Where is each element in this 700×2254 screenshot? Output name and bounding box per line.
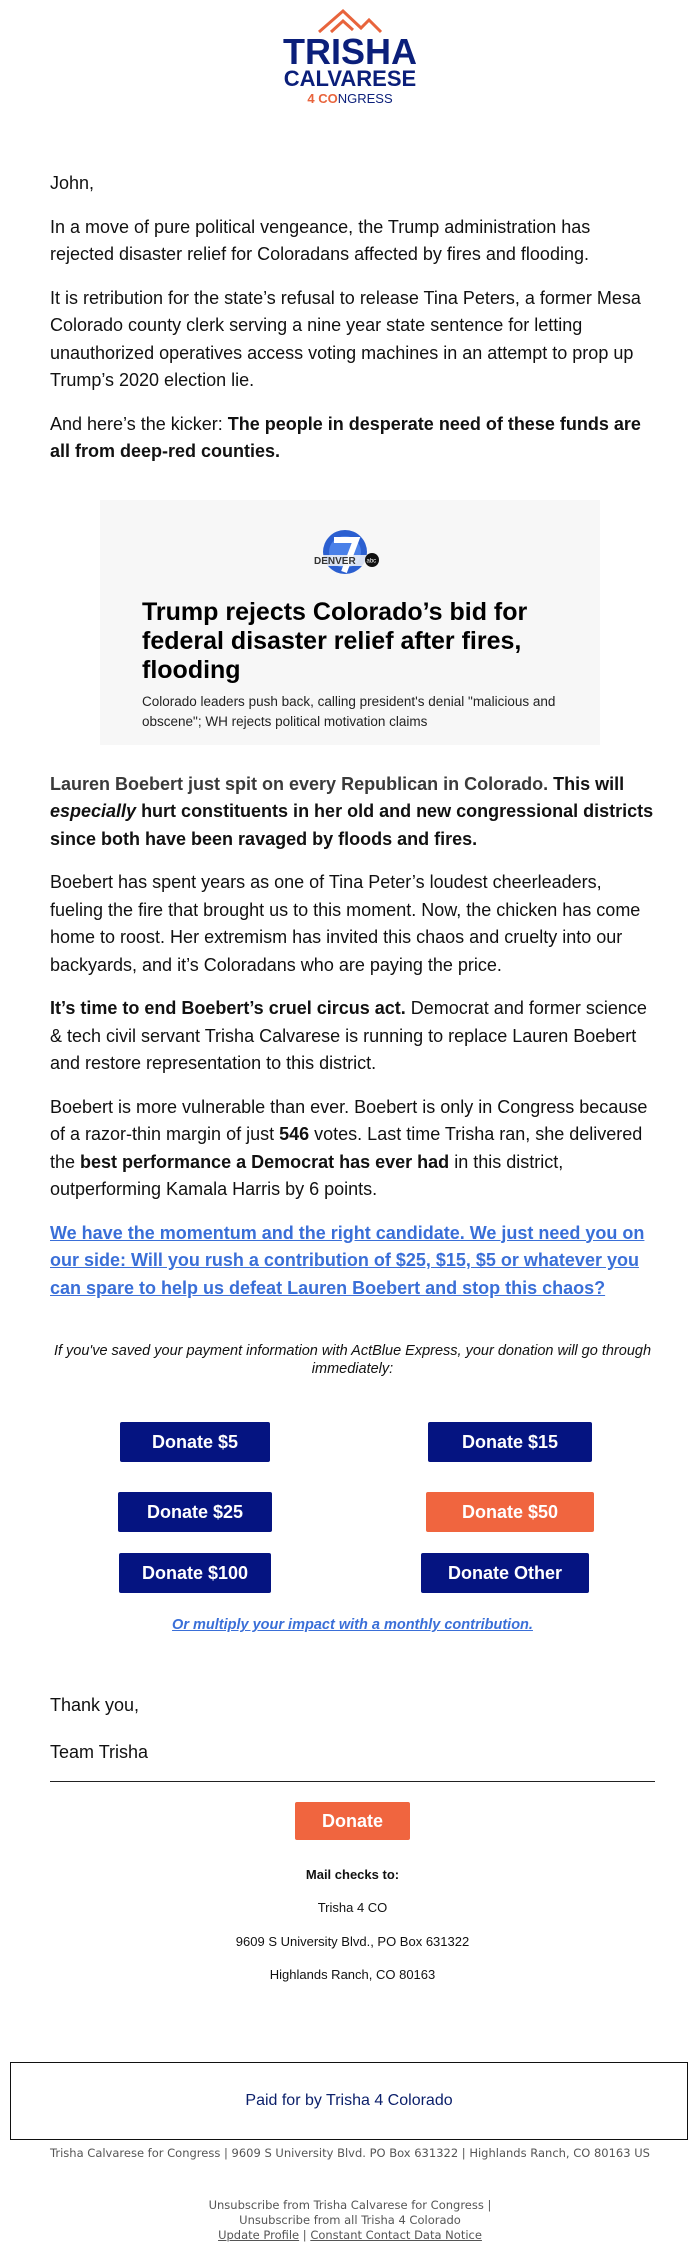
denver7-logo: [310, 528, 380, 578]
paragraph: [50, 1094, 655, 1204]
bold-text: 546: [279, 1124, 310, 1144]
bold-text: It’s time to end Boebert’s cruel circus act.: [50, 998, 406, 1018]
donate-button-grid: [50, 1378, 655, 1618]
cta-link[interactable]: We have the momentum and the right candidate. We just need you on our side: Will you rush a contribution of $25, $15, $5 or whatever you can spare to help us defeat Lauren Boebert and stop this chaos?: [50, 1222, 645, 1298]
greeting: John,: [50, 173, 95, 193]
text: in this district, outperforming Kamala Harris by 6 points.: [50, 1151, 564, 1199]
bold-text: The people in desperate need of these funds are all from deep-red counties.: [50, 413, 641, 461]
paragraph: It is retribution for the state’s refusal to release Tina Peters, a former Mesa Colorado county clerk serving a nine year state sentence for letting unauthorized operatives access voting machines in an attempt to prop up Trump’s 2020 election lie.: [50, 287, 641, 390]
donate-button[interactable]: Donate: [295, 1802, 410, 1840]
paid-for-disclaimer: Paid for by Trisha 4 Colorado: [10, 2062, 688, 2140]
mail-checks-block: [50, 1866, 655, 1985]
paragraph: Boebert has spent years as one of Tina Peter’s loudest cheerleaders, fueling the fire that brought us to this moment. Now, the chicken has come home to roost. Her extremism has invited this chaos and cruelty into our backyards, and it’s Coloradans who are paying the price.: [50, 872, 641, 975]
logo-surname: CALVARESE: [283, 66, 417, 91]
donate-50-button[interactable]: Donate $50: [426, 1492, 594, 1532]
unsubscribe-all-link[interactable]: Unsubscribe from all Trisha 4 Colorado: [239, 2213, 461, 2227]
text: Lauren Boebert just spit on every Republican in Colorado.: [50, 773, 549, 794]
actblue-note: If you've saved your payment information with ActBlue Express, your donation will go through immediately:: [53, 1343, 652, 1377]
donate-15-button[interactable]: Donate $15: [428, 1422, 592, 1462]
unsubscribe-link[interactable]: Unsubscribe from Trisha Calvarese for Congress |: [208, 2198, 492, 2212]
footer-links: [40, 2198, 660, 2243]
separator: |: [299, 2228, 311, 2242]
paragraph: [50, 411, 655, 466]
mail-name: Trisha 4 CO: [317, 1900, 388, 1915]
text: votes. Last time Trisha ran, she delivered the: [50, 1124, 643, 1172]
bold-text: hurt constituents in her old and new congressional districts since both have been ravaged by floods and fires.: [50, 801, 654, 849]
logo-name: TRISHA: [283, 31, 417, 72]
campaign-logo: [270, 8, 430, 118]
logo-tagline-accent: 4 CO: [307, 91, 338, 106]
team-signature: Team Trisha: [50, 1742, 149, 1762]
logo-tagline-rest: NGRESS: [337, 91, 393, 106]
update-profile-link[interactable]: Update Profile: [218, 2228, 300, 2242]
donate-5-button[interactable]: Donate $5: [120, 1422, 270, 1462]
monthly-contribution-link[interactable]: Or multiply your impact with a monthly contribution.: [172, 1617, 533, 1633]
network-name: abc: [366, 558, 377, 564]
logo-tagline: [270, 90, 430, 108]
news-subhead: Colorado leaders push back, calling president's denial "malicious and obscene"; WH rejects political motivation claims: [142, 693, 556, 729]
donate-100-button[interactable]: Donate $100: [119, 1553, 271, 1593]
bold-text: best performance a Democrat has ever had: [80, 1151, 450, 1172]
mail-address: 9609 S University Blvd., PO Box 631322: [235, 1933, 470, 1949]
divider: [50, 1781, 655, 1782]
station-name: DENVER: [314, 555, 356, 567]
text: Boebert is more vulnerable than ever. Boebert is only in Congress because of a razor-thin margin of just: [50, 1096, 648, 1144]
text: And here’s the kicker:: [50, 413, 228, 434]
mail-heading: Mail checks to:: [305, 1866, 400, 1882]
mail-city: Highlands Ranch, CO 80163: [269, 1967, 436, 1982]
news-headline: Trump rejects Colorado’s bid for federal disaster relief after fires, flooding: [142, 597, 528, 684]
bold-text: This will: [548, 773, 625, 794]
footer-address: Trisha Calvarese for Congress | 9609 S University Blvd. PO Box 631322 | Highlands Ranch, CO 80163 US: [50, 2146, 650, 2160]
email-body: [50, 170, 655, 2000]
text: Democrat and former science & tech civil servant Trisha Calvarese is running to replace Lauren Boebert and restore representation to this district.: [50, 998, 647, 1073]
news-screenshot-image[interactable]: [100, 500, 600, 745]
donate-25-button[interactable]: Donate $25: [118, 1492, 272, 1532]
paragraph: [50, 771, 655, 854]
donate-other-button[interactable]: Donate Other: [421, 1553, 589, 1593]
thanks-text: Thank you,: [50, 1694, 140, 1715]
signoff: [50, 1692, 655, 1767]
paragraph: [50, 995, 655, 1078]
paragraph: In a move of pure political vengeance, the Trump administration has rejected disaster relief for Coloradans affected by fires and flooding.: [50, 216, 591, 264]
italic-text: especially: [50, 801, 137, 821]
data-notice-link[interactable]: Constant Contact Data Notice: [310, 2228, 482, 2242]
